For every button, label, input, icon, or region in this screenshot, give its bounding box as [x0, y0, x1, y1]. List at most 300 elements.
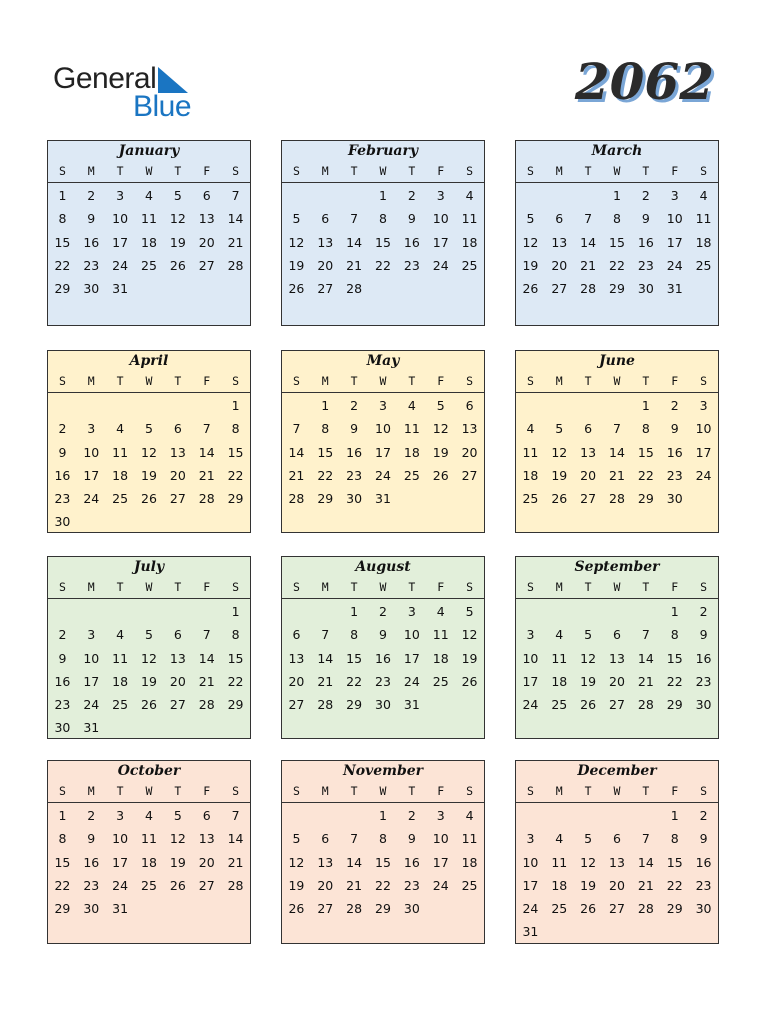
day-cell: 9 — [407, 211, 416, 227]
day-grid — [516, 803, 718, 944]
weekday-label: F — [671, 580, 679, 594]
day-cell: 11 — [695, 211, 712, 227]
day-cell: 3 — [436, 188, 445, 203]
empty-cell — [545, 600, 574, 623]
month-name: August — [355, 559, 411, 575]
month-name: December — [577, 763, 657, 779]
day-cell: 8 — [670, 627, 679, 643]
day-cell: 3 — [87, 421, 96, 437]
day-cell: 15 — [227, 444, 244, 460]
day-cell: 24 — [403, 673, 420, 689]
day-cell: 13 — [609, 650, 625, 666]
day-cell: 25 — [112, 697, 129, 713]
day-cell: 7 — [350, 831, 359, 847]
day-cell: 17 — [522, 673, 539, 689]
day-cell: 15 — [375, 854, 391, 870]
day-cell: 13 — [198, 831, 215, 847]
day-cell: 30 — [695, 901, 712, 917]
weekday-header — [48, 370, 250, 393]
weekday-header — [282, 780, 484, 803]
day-cell: 18 — [403, 444, 420, 460]
weekday-label: F — [203, 374, 211, 388]
weekday-label: W — [613, 374, 621, 388]
weekday-label: F — [671, 374, 679, 388]
day-cell: 24 — [432, 877, 449, 893]
weekday-label: S — [58, 580, 66, 594]
weekday-label: W — [145, 164, 153, 178]
weekday-header — [282, 370, 484, 393]
day-cell: 9 — [641, 211, 650, 227]
day-cell: 25 — [551, 697, 568, 713]
day-cell: 22 — [54, 257, 71, 273]
day-cell: 2 — [641, 188, 650, 203]
day-cell: 26 — [432, 467, 449, 483]
month-name: November — [342, 763, 424, 779]
day-cell: 4 — [145, 188, 153, 203]
month-name: January — [118, 143, 180, 159]
day-cell: 20 — [317, 877, 334, 893]
day-cell: 19 — [169, 854, 186, 870]
weekday-label: T — [408, 784, 416, 798]
day-grid — [48, 393, 250, 534]
month-december — [515, 760, 719, 944]
empty-cell — [163, 600, 192, 623]
day-cell: 16 — [346, 444, 363, 460]
day-cell: 20 — [609, 673, 625, 689]
day-cell: 17 — [83, 673, 100, 689]
weekday-label: T — [408, 374, 416, 388]
day-cell: 30 — [346, 491, 363, 507]
day-cell: 4 — [407, 398, 416, 413]
day-cell: 4 — [555, 831, 564, 847]
empty-cell — [282, 600, 311, 623]
day-cell: 19 — [461, 650, 478, 666]
weekday-label: T — [116, 374, 124, 388]
empty-cell — [48, 394, 77, 417]
weekday-label: T — [642, 164, 650, 178]
day-cell: 25 — [403, 467, 420, 483]
day-cell: 2 — [58, 627, 67, 643]
day-cell: 18 — [141, 854, 157, 870]
day-cell: 14 — [609, 444, 625, 460]
weekday-label: S — [700, 784, 708, 798]
day-cell: 15 — [637, 444, 654, 460]
weekday-label: F — [437, 784, 445, 798]
weekday-label: M — [555, 784, 563, 798]
day-cell: 22 — [227, 673, 244, 689]
day-cell: 2 — [58, 421, 67, 437]
month-april — [47, 350, 251, 533]
weekday-label: F — [203, 164, 211, 178]
weekday-label: M — [321, 374, 329, 388]
day-cell: 14 — [580, 234, 597, 250]
day-cell: 27 — [317, 281, 334, 297]
day-cell: 11 — [432, 627, 449, 643]
empty-cell — [311, 804, 340, 827]
day-cell: 17 — [83, 467, 100, 483]
day-cell: 19 — [141, 467, 157, 483]
day-cell: 10 — [432, 831, 449, 847]
day-cell: 1 — [231, 398, 240, 413]
day-cell: 4 — [555, 627, 564, 643]
day-cell: 17 — [666, 234, 683, 250]
day-cell: 22 — [375, 877, 391, 893]
day-cell: 17 — [112, 234, 129, 250]
weekday-label: M — [87, 580, 95, 594]
day-cell: 7 — [202, 627, 211, 643]
day-cell: 9 — [699, 627, 708, 643]
day-cell: 14 — [637, 854, 654, 870]
empty-cell — [603, 394, 632, 417]
day-cell: 28 — [288, 491, 305, 507]
empty-cell — [516, 184, 545, 207]
day-cell: 18 — [461, 234, 478, 250]
day-cell: 20 — [551, 257, 568, 273]
day-cell: 6 — [613, 627, 621, 643]
day-cell: 28 — [198, 491, 215, 507]
day-cell: 8 — [231, 627, 240, 643]
empty-cell — [135, 394, 164, 417]
day-cell: 17 — [695, 444, 712, 460]
day-cell: 14 — [198, 444, 215, 460]
day-cell: 23 — [375, 673, 391, 689]
day-cell: 6 — [321, 831, 330, 847]
day-cell: 28 — [227, 257, 244, 273]
weekday-label: S — [292, 164, 300, 178]
day-cell: 25 — [522, 491, 539, 507]
day-cell: 21 — [609, 467, 625, 483]
day-cell: 11 — [403, 421, 420, 437]
day-cell: 8 — [231, 421, 240, 437]
weekday-label: W — [613, 580, 621, 594]
day-cell: 5 — [584, 627, 593, 643]
day-grid — [516, 393, 718, 510]
day-cell: 13 — [461, 421, 478, 437]
day-cell: 29 — [54, 281, 71, 297]
day-cell: 18 — [112, 673, 129, 689]
day-cell: 23 — [695, 673, 712, 689]
weekday-label: M — [555, 580, 563, 594]
day-grid — [516, 599, 718, 716]
weekday-label: M — [87, 164, 95, 178]
weekday-label: T — [642, 374, 650, 388]
weekday-label: W — [379, 374, 387, 388]
empty-cell — [311, 600, 340, 623]
day-cell: 16 — [83, 854, 100, 870]
month-may — [281, 350, 485, 533]
day-cell: 4 — [145, 808, 153, 823]
empty-cell — [77, 394, 106, 417]
day-cell: 21 — [288, 467, 305, 483]
day-cell: 21 — [198, 467, 215, 483]
day-cell: 27 — [609, 697, 625, 713]
empty-cell — [48, 600, 77, 623]
weekday-label: T — [642, 580, 650, 594]
day-cell: 1 — [379, 188, 387, 203]
day-cell: 28 — [317, 697, 334, 713]
day-cell: 22 — [227, 467, 244, 483]
day-cell: 8 — [613, 211, 621, 227]
generalblue-logo — [53, 62, 203, 124]
day-cell: 19 — [580, 673, 597, 689]
empty-cell — [516, 600, 545, 623]
day-cell: 16 — [83, 234, 100, 250]
day-cell: 26 — [288, 901, 305, 917]
day-cell: 12 — [551, 444, 568, 460]
day-cell: 7 — [641, 627, 650, 643]
day-cell: 10 — [432, 211, 449, 227]
day-cell: 19 — [580, 877, 597, 893]
day-cell: 17 — [432, 854, 449, 870]
day-cell: 1 — [613, 188, 621, 203]
empty-cell — [340, 804, 369, 827]
day-cell: 31 — [522, 924, 539, 940]
day-cell: 18 — [432, 650, 449, 666]
day-cell: 5 — [584, 831, 593, 847]
logo-blue-text: Blue — [133, 90, 192, 123]
day-cell: 28 — [609, 491, 625, 507]
day-cell: 6 — [202, 188, 211, 203]
month-name: February — [347, 143, 418, 159]
month-name: April — [129, 353, 169, 369]
day-cell: 8 — [350, 627, 359, 643]
day-cell: 6 — [555, 211, 564, 227]
day-cell: 1 — [670, 808, 679, 823]
day-cell: 28 — [580, 281, 597, 297]
weekday-label: W — [145, 580, 153, 594]
day-cell: 7 — [613, 421, 621, 437]
day-cell: 23 — [403, 877, 420, 893]
day-grid — [282, 183, 484, 300]
day-cell: 25 — [551, 901, 568, 917]
day-cell: 16 — [637, 234, 654, 250]
weekday-label: F — [437, 164, 445, 178]
empty-cell — [77, 600, 106, 623]
day-cell: 8 — [379, 211, 387, 227]
weekday-label: S — [466, 164, 474, 178]
day-cell: 29 — [227, 491, 244, 507]
day-cell: 2 — [670, 398, 679, 413]
day-cell: 31 — [112, 281, 129, 297]
day-cell: 5 — [145, 421, 153, 437]
day-cell: 9 — [670, 421, 679, 437]
day-cell: 27 — [169, 697, 186, 713]
weekday-label: S — [58, 164, 66, 178]
day-cell: 11 — [461, 831, 478, 847]
month-september — [515, 556, 719, 739]
day-cell: 26 — [169, 257, 186, 273]
month-name: June — [599, 353, 635, 369]
day-cell: 13 — [317, 234, 334, 250]
day-cell: 28 — [637, 697, 654, 713]
weekday-label: W — [613, 784, 621, 798]
day-cell: 20 — [461, 444, 478, 460]
day-cell: 31 — [403, 697, 420, 713]
weekday-label: S — [700, 374, 708, 388]
day-cell: 28 — [346, 901, 363, 917]
logo-general-text: General — [53, 62, 157, 95]
empty-cell — [631, 804, 660, 827]
day-cell: 3 — [699, 398, 708, 413]
day-cell: 5 — [555, 421, 564, 437]
day-cell: 24 — [375, 467, 391, 483]
day-cell: 31 — [666, 281, 683, 297]
month-name: October — [117, 763, 181, 779]
day-cell: 7 — [350, 211, 359, 227]
day-cell: 27 — [288, 697, 305, 713]
month-july — [47, 556, 251, 739]
day-cell: 3 — [526, 627, 535, 643]
weekday-label: M — [555, 374, 563, 388]
day-cell: 17 — [112, 854, 129, 870]
empty-cell — [311, 184, 340, 207]
weekday-label: S — [466, 374, 474, 388]
day-cell: 11 — [551, 650, 568, 666]
day-cell: 29 — [666, 697, 683, 713]
empty-cell — [282, 184, 311, 207]
day-cell: 28 — [637, 901, 654, 917]
weekday-label: T — [584, 784, 592, 798]
weekday-label: T — [584, 580, 592, 594]
weekday-label: W — [379, 164, 387, 178]
day-cell: 22 — [317, 467, 334, 483]
day-cell: 22 — [609, 257, 625, 273]
weekday-label: T — [584, 164, 592, 178]
year-title: 2062 — [574, 52, 714, 111]
day-cell: 21 — [198, 673, 215, 689]
empty-cell — [545, 184, 574, 207]
day-cell: 12 — [141, 444, 157, 460]
weekday-label: T — [584, 374, 592, 388]
day-cell: 15 — [346, 650, 363, 666]
weekday-label: T — [116, 784, 124, 798]
empty-cell — [282, 394, 311, 417]
day-cell: 12 — [169, 211, 186, 227]
day-cell: 23 — [637, 257, 654, 273]
day-cell: 4 — [699, 188, 708, 203]
day-cell: 18 — [461, 854, 478, 870]
weekday-label: S — [526, 580, 534, 594]
day-cell: 19 — [522, 257, 539, 273]
day-cell: 30 — [403, 901, 420, 917]
day-cell: 12 — [141, 650, 157, 666]
day-cell: 8 — [58, 831, 67, 847]
day-cell: 24 — [432, 257, 449, 273]
day-cell: 21 — [346, 877, 363, 893]
day-cell: 26 — [141, 491, 157, 507]
day-cell: 13 — [580, 444, 597, 460]
day-cell: 30 — [375, 697, 391, 713]
month-march — [515, 140, 719, 326]
day-cell: 28 — [198, 697, 215, 713]
day-cell: 25 — [141, 257, 157, 273]
day-cell: 20 — [609, 877, 625, 893]
day-cell: 14 — [227, 831, 244, 847]
day-cell: 5 — [173, 808, 182, 823]
day-cell: 16 — [54, 467, 71, 483]
day-cell: 3 — [116, 188, 125, 203]
day-cell: 15 — [54, 234, 71, 250]
day-cell: 11 — [551, 854, 568, 870]
weekday-label: T — [116, 164, 124, 178]
day-cell: 26 — [522, 281, 539, 297]
day-cell: 2 — [379, 604, 387, 619]
day-cell: 16 — [695, 650, 712, 666]
month-february — [281, 140, 485, 326]
day-grid — [282, 599, 484, 716]
day-cell: 10 — [666, 211, 683, 227]
day-grid — [48, 183, 250, 300]
day-cell: 13 — [169, 444, 186, 460]
day-cell: 22 — [637, 467, 654, 483]
day-grid — [48, 599, 250, 740]
day-cell: 5 — [292, 831, 301, 847]
day-cell: 13 — [169, 650, 186, 666]
day-cell: 16 — [666, 444, 683, 460]
day-cell: 6 — [465, 398, 474, 413]
day-cell: 11 — [141, 211, 157, 227]
weekday-header — [48, 160, 250, 183]
day-cell: 22 — [666, 673, 683, 689]
weekday-label: T — [350, 784, 358, 798]
day-cell: 6 — [173, 421, 182, 437]
month-name: September — [574, 559, 660, 575]
weekday-label: M — [321, 784, 329, 798]
day-cell: 3 — [670, 188, 679, 203]
day-cell: 24 — [83, 491, 100, 507]
day-cell: 6 — [584, 421, 593, 437]
weekday-header — [516, 370, 718, 393]
day-cell: 23 — [54, 697, 71, 713]
day-cell: 13 — [198, 211, 215, 227]
day-cell: 2 — [350, 398, 359, 413]
day-cell: 25 — [432, 673, 449, 689]
day-cell: 12 — [522, 234, 539, 250]
day-cell: 12 — [580, 854, 597, 870]
day-cell: 30 — [54, 514, 71, 530]
day-cell: 22 — [666, 877, 683, 893]
day-cell: 20 — [169, 673, 186, 689]
day-cell: 9 — [699, 831, 708, 847]
day-cell: 29 — [346, 697, 363, 713]
day-cell: 6 — [613, 831, 621, 847]
empty-cell — [574, 600, 603, 623]
day-cell: 7 — [231, 808, 240, 823]
day-cell: 11 — [112, 650, 129, 666]
day-cell: 4 — [436, 604, 445, 619]
day-grid — [282, 393, 484, 510]
day-cell: 11 — [522, 444, 539, 460]
day-cell: 1 — [379, 808, 387, 823]
empty-cell — [631, 600, 660, 623]
day-cell: 23 — [83, 877, 100, 893]
day-cell: 12 — [169, 831, 186, 847]
day-cell: 10 — [375, 421, 391, 437]
day-cell: 15 — [375, 234, 391, 250]
day-cell: 30 — [666, 491, 683, 507]
day-cell: 10 — [522, 650, 539, 666]
weekday-label: F — [671, 784, 679, 798]
day-cell: 16 — [54, 673, 71, 689]
weekday-label: M — [87, 784, 95, 798]
weekday-header — [48, 780, 250, 803]
day-cell: 18 — [551, 673, 568, 689]
day-cell: 22 — [54, 877, 71, 893]
weekday-header — [516, 780, 718, 803]
empty-cell — [545, 804, 574, 827]
day-cell: 23 — [346, 467, 363, 483]
day-cell: 11 — [141, 831, 157, 847]
